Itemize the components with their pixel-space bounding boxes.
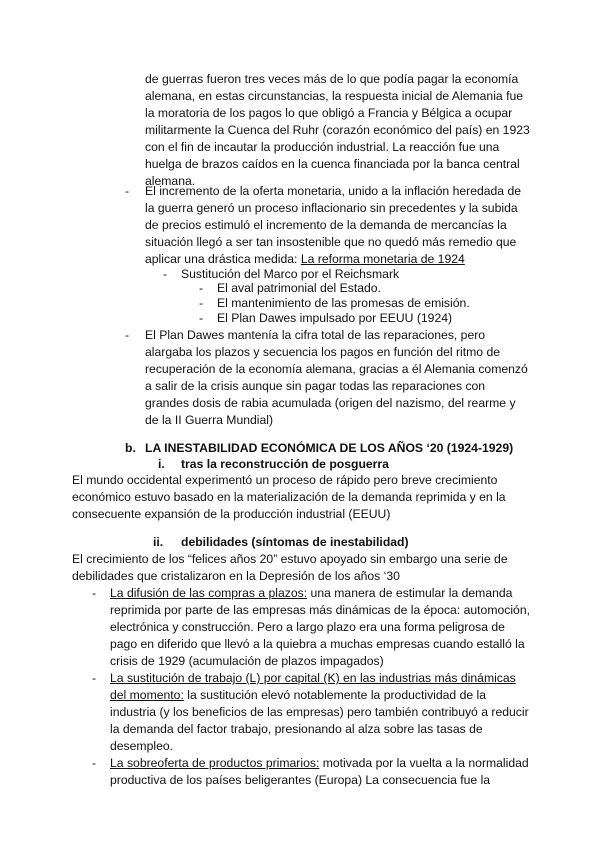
weakness-line — [110, 687, 486, 704]
weakness-marker: - — [92, 671, 97, 685]
intro-line: de guerras fueron tres veces más de lo que podía pagar la economía — [145, 72, 519, 86]
weakness-heading: La difusión de las compras a plazos: — [110, 586, 308, 600]
weakness-text: motivada por la vuelta a la normalidad — [319, 756, 529, 770]
subsub-bullet-marker: - — [199, 311, 204, 325]
sub-bullet-marker: - — [163, 267, 168, 281]
paragraph-line: consecuente expansión de la producción industrial (EEUU) — [72, 507, 391, 521]
monetary-reform-link: La reforma monetaria de 1924 — [300, 252, 465, 266]
bullet-line: de la II Guerra Mundial) — [145, 413, 274, 427]
bullet-marker: - — [125, 328, 130, 342]
subsection-heading: debilidades (síntomas de inestabilidad) — [181, 535, 409, 549]
weakness-marker: - — [92, 586, 97, 600]
weakness-line: pago en diferido que llevó a la quiebra a muchas empresas cuando estalló la — [110, 637, 525, 651]
weakness-text: una manera de estimular la demanda — [307, 586, 513, 600]
section-label: b. — [125, 441, 136, 455]
intro-line: militarmente la Cuenca del Ruhr (corazón económico del país) en 1923 — [145, 123, 530, 137]
weakness-marker: - — [92, 756, 97, 770]
bullet-text: aplicar una drástica medida: — [145, 252, 301, 266]
intro-line: la moratoria de los pagos lo que obligó a Francia y Bélgica a ocupar — [145, 106, 513, 120]
weakness-line: productiva de los países beligerantes (Europa) La consecuencia fue la — [110, 773, 491, 787]
sub-bullet-text: Sustitución del Marco por el Reichsmark — [181, 267, 400, 281]
subsub-bullet-text: El aval patrimonial del Estado. — [217, 281, 381, 295]
paragraph-line: debilidades que cristalizaron en la Depresión de los años ‘30 — [72, 569, 400, 583]
bullet-line: de precios estimuló el incremento de la demanda de mercancías la — [145, 218, 507, 232]
paragraph-line: El mundo occidental experimentó un proceso de rápido pero breve crecimiento — [72, 473, 498, 487]
bullet-marker: - — [125, 184, 130, 198]
bullet-line: la guerra generó un proceso inflacionario sin precedentes y la subida — [145, 201, 518, 215]
bullet-line: a salir de la crisis aunque sin pagar todas las reparaciones con — [145, 379, 486, 393]
bullet-line: grandes dosis de rabia acumulada (origen del nazismo, del rearme y — [145, 396, 516, 410]
weakness-line: electrónica y construcción. Pero a largo plazo era una forma peligrosa de — [110, 620, 505, 634]
intro-line: alemana. — [145, 174, 196, 188]
weakness-line: la demanda del factor trabajo, presionando al alza sobre las tasas de — [110, 722, 483, 736]
bullet-line: situación llegó a ser tan insostenible que no quedó más remedio que — [145, 235, 517, 249]
weakness-line — [110, 755, 529, 772]
paragraph-line: económico estuvo basado en la materialización de la demanda reprimida y en la — [72, 490, 506, 504]
weakness-line — [110, 585, 512, 602]
weakness-line: crisis de 1929 (acumulación de plazos impagados) — [110, 654, 384, 668]
weakness-line: desempleo. — [110, 739, 174, 753]
subsection-numeral: i. — [158, 457, 165, 471]
subsub-bullet-marker: - — [199, 296, 204, 310]
weakness-heading: La sobreoferta de productos primarios: — [110, 756, 320, 770]
intro-line: huelga de brazos caídos en la cuenca financiada por la banca central — [145, 157, 520, 171]
weakness-heading: La sustitución de trabajo (L) por capital (K) en las industrias más dinámicas — [110, 671, 516, 685]
weakness-line: industria (y los beneficios de las empresas) pero también contribuyó a reducir — [110, 705, 529, 719]
subsection-numeral: ii. — [153, 535, 164, 549]
bullet-line: El Plan Dawes mantenía la cifra total de las reparaciones, pero — [145, 328, 486, 342]
weakness-text: la sustitución elevó notablemente la productividad de la — [183, 688, 487, 702]
weakness-line: reprimida por parte de las empresas más dinámicas de la época: automoción, — [110, 603, 531, 617]
weakness-heading: del momento: — [110, 688, 184, 702]
section-heading: LA INESTABILIDAD ECONÓMICA DE LOS AÑOS ‘20 (1924-1929) — [145, 441, 514, 455]
subsub-bullet-marker: - — [199, 281, 204, 295]
intro-line: alemana, en estas circunstancias, la respuesta inicial de Alemania fue — [145, 89, 524, 103]
bullet-line: recuperación de la economía alemana, gracias a él Alemania comenzó — [145, 362, 528, 376]
subsub-bullet-text: El Plan Dawes impulsado por EEUU (1924) — [217, 311, 453, 325]
paragraph-line: El crecimiento de los “felices años 20” estuvo apoyado sin embargo una serie de — [72, 552, 508, 566]
subsub-bullet-text: El mantenimiento de las promesas de emisión. — [217, 296, 470, 310]
subsection-heading: tras la reconstrucción de posguerra — [181, 457, 389, 471]
bullet-line: alargaba los plazos y secuencia los pagos en función del ritmo de — [145, 345, 501, 359]
bullet-line: El incremento de la oferta monetaria, unido a la inflación heredada de — [145, 184, 522, 198]
intro-line: con el fin de incautar la producción industrial. La reacción fue una — [145, 140, 500, 154]
